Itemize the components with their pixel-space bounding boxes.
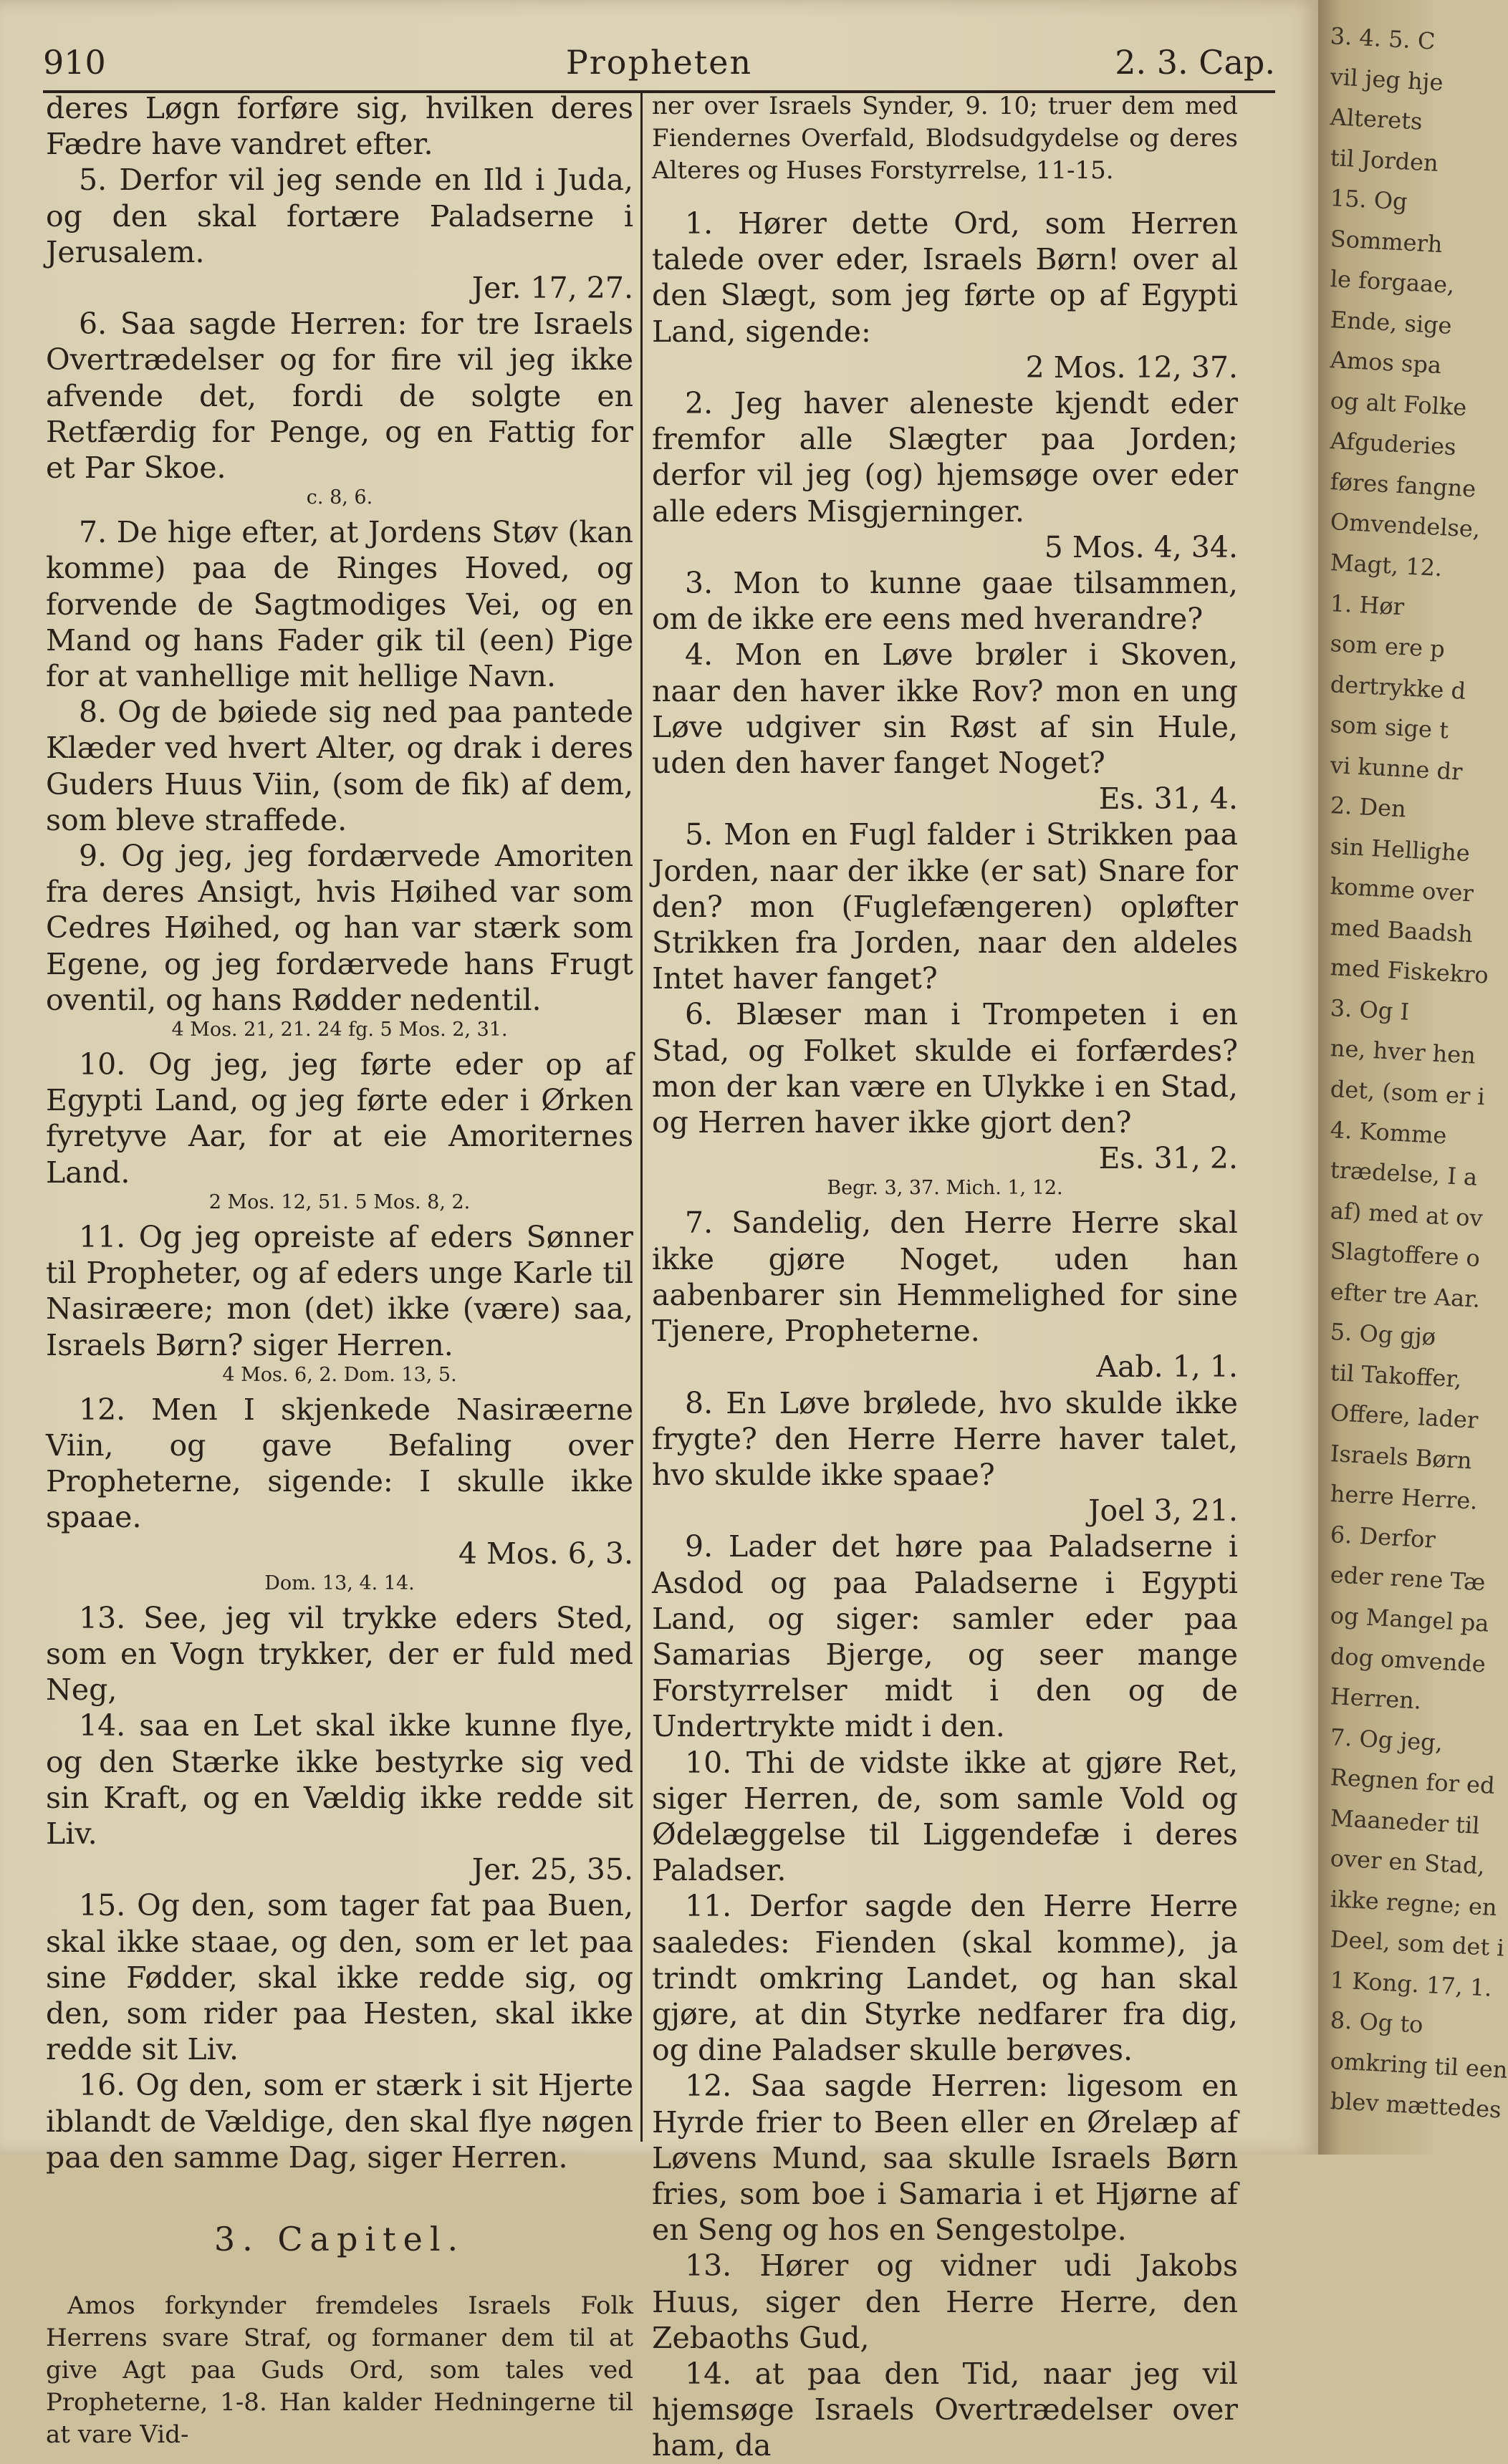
facing-page-line: herre Herre. bbox=[1329, 1480, 1479, 1516]
verse-reference: Jer. 17, 27. bbox=[471, 271, 633, 306]
cross-reference: Dom. 13, 4. 14. bbox=[264, 1572, 415, 1594]
facing-page-line: Slagtoffere o bbox=[1329, 1237, 1481, 1273]
facing-page-line: og alt Folke bbox=[1329, 386, 1468, 421]
verse-reference: Jer. 25, 35. bbox=[471, 1852, 633, 1887]
facing-page-line: føres fangne bbox=[1329, 467, 1477, 503]
facing-page-line: med Fiskekro bbox=[1329, 953, 1489, 989]
facing-page-line: Offere, lader bbox=[1329, 1399, 1479, 1435]
facing-page-line: af) med at ov bbox=[1329, 1196, 1484, 1232]
cross-reference: 2 Mos. 12, 51. 5 Mos. 8, 2. bbox=[208, 1190, 471, 1213]
facing-page-line: dertrykke d bbox=[1329, 670, 1467, 705]
facing-page-line: efter tre Aar. bbox=[1329, 1277, 1481, 1313]
verse bbox=[652, 206, 1238, 385]
verse-text: 2. Jeg haver aleneste kjendt eder fremfor alle Slægter paa Jorden; derfor vil jeg (og) hjemsøge over eder alle eders Misgjerninger. bbox=[652, 386, 1238, 529]
verse bbox=[652, 996, 1238, 1176]
verse-text: 8. En Løve brølede, hvo skulde ikke frygte? den Herre Herre haver talet, hvo skulde ikke spaae? bbox=[652, 1385, 1238, 1492]
verse bbox=[46, 1708, 633, 1887]
verse-reference: Es. 31, 2. bbox=[1098, 1141, 1238, 1176]
facing-page-line: Amos spa bbox=[1329, 346, 1443, 380]
verse-text: 12. Men I skjenkede Nasiræerne Viin, og gave Befaling over Propheterne, sigende: I skulle ikke spaae. bbox=[46, 1392, 633, 1535]
facing-page-line: til Jorden bbox=[1329, 143, 1439, 177]
facing-page-line: Omvendelse, bbox=[1329, 508, 1481, 544]
facing-page-line: 1. Hør bbox=[1329, 589, 1405, 620]
facing-page-line: med Baadsh bbox=[1329, 913, 1474, 948]
facing-page-line: 2. Den bbox=[1329, 791, 1407, 823]
facing-page-line: sin Hellighe bbox=[1329, 832, 1471, 867]
running-title: Propheten bbox=[565, 43, 753, 82]
facing-page-line: vil jeg hje bbox=[1329, 62, 1444, 96]
chapter-heading: 3. Capitel. bbox=[213, 2219, 466, 2258]
facing-page-line: Afguderies bbox=[1329, 427, 1457, 461]
facing-page-line: 3. Og I bbox=[1329, 993, 1411, 1026]
verse bbox=[46, 162, 633, 306]
verse bbox=[652, 1385, 1238, 1529]
cross-reference: Begr. 3, 37. Mich. 1, 12. bbox=[827, 1177, 1063, 1200]
facing-page-line: ikke regne; en bbox=[1329, 1885, 1498, 1921]
verse: 10. Thi de vidste ikke at gjøre Ret, siger Herren, de, som samle Vold og Ødelæggelse til Liggendefæ i deres Paladser. bbox=[652, 1745, 1238, 1888]
verse: 6. Saa sagde Herren: for tre Israels Overtrædelser og for fire vil jeg ikke afvende det, fordi de solgte en Retfærdig for Penge, og en Fattig for et Par Skoe. bbox=[46, 307, 633, 486]
page-number: 910 bbox=[43, 43, 106, 82]
facing-page-line: som ere p bbox=[1329, 630, 1446, 663]
facing-page-line: komme over bbox=[1329, 872, 1474, 908]
facing-page-line: Deel, som det i bbox=[1329, 1925, 1505, 1962]
facing-page-line: trædelse, I a bbox=[1329, 1156, 1479, 1191]
verse: 11. Og jeg opreiste af eders Sønner til Propheter, og af eders unge Karle til Nasiræere; mon (det) ikke (være) saa, Israels Børn? siger Herren. bbox=[46, 1219, 633, 1362]
verse-reference: Aab. 1, 1. bbox=[1096, 1349, 1238, 1385]
left-column bbox=[46, 90, 633, 2450]
verse: 7. De hige efter, at Jordens Støv (kan komme) paa de Ringes Hoved, og forvende de Sagtmodiges Vei, og en Mand og hans Fader gik til (een) Pige for at vanhellige mit hellige Navn. bbox=[46, 515, 633, 694]
facing-page-line: blev mættedes bbox=[1329, 2087, 1502, 2124]
chapter-reference: 2. 3. Cap. bbox=[1115, 43, 1275, 82]
verse-reference: 2 Mos. 12, 37. bbox=[1025, 350, 1238, 385]
verse-text: 4. Mon en Løve brøler i Skoven, naar den haver ikke Rov? mon en ung Løve udgiver sin Røst af sin Hule, uden den haver fanget Noget? bbox=[652, 637, 1238, 781]
facing-page-line: Israels Børn bbox=[1329, 1439, 1473, 1475]
verse-text: 1. Hører dette Ord, som Herren talede over eder, Israels Børn! over al den Slægt, som jeg førte op af Egypti Land, sigende: bbox=[652, 206, 1238, 349]
right-column bbox=[652, 90, 1238, 2463]
verse: 10. Og jeg, jeg førte eder op af Egypti Land, og jeg førte eder i Ørken fyretyve Aar, for at eie Amoriternes Land. bbox=[46, 1047, 633, 1190]
verse: 9. Og jeg, jeg fordærvede Amoriten fra deres Ansigt, hvis Høihed var som Cedres Høihed, og han var stærk som Egene, og jeg fordærvede hans Frugt oventil, og hans Rødder nedentil. bbox=[46, 839, 633, 1017]
verse-text: 7. Sandelig, den Herre Herre skal ikke gjøre Noget, uden han aabenbarer sin Hemmelighed for sine Tjenere, Propheterne. bbox=[652, 1205, 1238, 1349]
column-divider bbox=[640, 93, 643, 2142]
facing-page-line: Alterets bbox=[1329, 103, 1423, 135]
verse: 15. Og den, som tager fat paa Buen, skal ikke staae, og den, som er let paa sine Fødder, skal ikke redde sig, og den, som rider paa Hesten, skal ikke redde sit Liv. bbox=[46, 1888, 633, 2067]
facing-page-line: dog omvende bbox=[1329, 1642, 1487, 1678]
verse: 5. Mon en Fugl falder i Strikken paa Jorden, naar der ikke (er sat) Snare for den? mon (Fuglefængeren) opløfter Strikken fra Jorden, naar den aldeles Intet haver fanget? bbox=[652, 817, 1238, 996]
facing-page-line: som sige t bbox=[1329, 711, 1450, 744]
facing-page-line: 1 Kong. 17, 1. bbox=[1329, 1965, 1493, 2002]
facing-page-line: Sommerh bbox=[1329, 224, 1444, 258]
verse: 13. See, jeg vil trykke eders Sted, som en Vogn trykker, der er fuld med Neg, bbox=[46, 1600, 633, 1708]
verse: 3. Mon to kunne gaae tilsammen, om de ikke ere eens med hverandre? bbox=[652, 566, 1238, 637]
verse-text: 6. Blæser man i Trompeten i en Stad, og Folket skulde ei forfærdes? mon der kan være en Ulykke i en Stad, og Herren haver ikke gjort den? bbox=[652, 997, 1238, 1140]
spacer bbox=[652, 187, 1238, 206]
facing-page-line: Magt, 12. bbox=[1329, 548, 1444, 582]
facing-page-edge bbox=[1318, 0, 1508, 2155]
verse bbox=[652, 637, 1238, 817]
facing-page-line: 6. Derfor bbox=[1329, 1520, 1436, 1554]
facing-page-line: Herren. bbox=[1329, 1683, 1422, 1715]
facing-page-line: 4. Komme bbox=[1329, 1115, 1448, 1149]
verse: 14. at paa den Tid, naar jeg vil hjemsøge Israels Overtrædelser over ham, da bbox=[652, 2356, 1238, 2463]
page-header bbox=[43, 37, 1275, 93]
verse: deres Løgn forføre sig, hvilken deres Fædre have vandret efter. bbox=[46, 91, 633, 162]
facing-page-line: 7. Og jeg, bbox=[1329, 1723, 1444, 1756]
facing-page-line: 8. Og to bbox=[1329, 2006, 1424, 2039]
facing-page-line: eder rene Tæ bbox=[1329, 1561, 1487, 1597]
verse-reference: Joel 3, 21. bbox=[1088, 1493, 1238, 1529]
verse: 8. Og de bøiede sig ned paa pantede Klæder ved hvert Alter, og drak i deres Guders Huus Viin, (som de fik) af dem, som bleve straffede. bbox=[46, 695, 633, 837]
verse: 11. Derfor sagde den Herre Herre saaledes: Fienden (skal komme), ja trindt omkring Landet, og han skal gjøre, at din Styrke nedfarer fra dig, og dine Paladser skulle berøves. bbox=[652, 1889, 1238, 2068]
verse-reference: 5 Mos. 4, 34. bbox=[1044, 529, 1238, 564]
facing-page-line: over en Stad, bbox=[1329, 1844, 1486, 1880]
facing-page-line: vi kunne dr bbox=[1329, 751, 1464, 786]
facing-page-line: omkring til een bbox=[1329, 2046, 1508, 2084]
cross-reference: 4 Mos. 21, 21. 24 fg. 5 Mos. 2, 31. bbox=[171, 1019, 508, 1041]
facing-page-line: ne, hver hen bbox=[1329, 1034, 1476, 1070]
facing-page-line: og Mangel pa bbox=[1329, 1601, 1490, 1637]
verse bbox=[46, 1392, 633, 1572]
cross-reference: 4 Mos. 6, 2. Dom. 13, 5. bbox=[222, 1363, 457, 1386]
chapter-summary: Amos forkynder fremdeles Israels Folk Herrens svare Straf, og formaner dem til at give Agt paa Guds Ord, som tales ved Propheterne, 1-8. Han kalder Hedningerne til at vare Vid- bbox=[46, 2291, 633, 2450]
verse: 12. Saa sagde Herren: ligesom en Hyrde frier to Been eller en Ørelæp af Løvens Mund, saa skulle Israels Børn fries, som boe i Samaria i et Hjørne af en Seng og hos en Sengestolpe. bbox=[652, 2069, 1238, 2248]
verse-reference: 4 Mos. 6, 3. bbox=[458, 1536, 633, 1571]
verse-text: 5. Derfor vil jeg sende en Ild i Juda, og den skal fortære Paladserne i Jerusalem. bbox=[46, 163, 633, 269]
verse: 16. Og den, som er stærk i sit Hjerte iblandt de Vældige, den skal flye nøgen paa den samme Dag, siger Herren. bbox=[46, 2068, 633, 2175]
verse: 13. Hører og vidner udi Jakobs Huus, siger den Herre Herre, den Zebaoths Gud, bbox=[652, 2248, 1238, 2355]
verse bbox=[652, 385, 1238, 565]
facing-page-line: le forgaae, bbox=[1329, 265, 1456, 299]
chapter-summary: ner over Israels Synder, 9. 10; truer dem med Fiendernes Overfald, Blodsudgydelse og deres Alteres og Huses Forstyrrelse, 11-15. bbox=[652, 92, 1238, 185]
cross-reference: c. 8, 6. bbox=[306, 486, 373, 509]
facing-page-line: det, (som er i bbox=[1329, 1074, 1486, 1111]
verse-text: 14. saa en Let skal ikke kunne flye, og den Stærke ikke bestyrke sig ved sin Kraft, og en Vældig ikke redde sit Liv. bbox=[46, 1708, 633, 1851]
facing-page-line: til Takoffer, bbox=[1329, 1358, 1463, 1393]
facing-page-line: 3. 4. 5. C bbox=[1329, 21, 1436, 55]
facing-page-line: Ende, sige bbox=[1329, 305, 1453, 340]
facing-page-line: Maaneder til bbox=[1329, 1804, 1481, 1839]
facing-page-line: 15. Og bbox=[1329, 184, 1408, 216]
verse: 9. Lader det høre paa Paladserne i Asdod og paa Paladserne i Egypti Land, og siger: samler eder paa Samarias Bjerge, og seer mange Forstyrrelser midt i den og de Undertrykte midt i den. bbox=[652, 1529, 1238, 1744]
facing-page-line: Regnen for ed bbox=[1329, 1763, 1496, 1800]
verse bbox=[652, 1205, 1238, 1385]
verse-reference: Es. 31, 4. bbox=[1098, 781, 1238, 817]
facing-page-line: 5. Og gjø bbox=[1329, 1318, 1437, 1351]
